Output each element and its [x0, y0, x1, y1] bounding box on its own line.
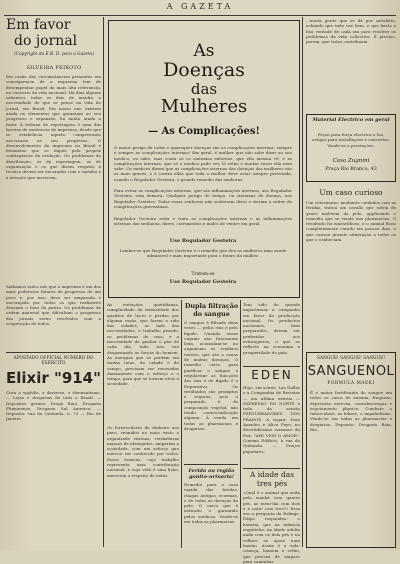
- idade-rule: [243, 468, 300, 469]
- ad-title-das: das: [190, 80, 218, 98]
- filter-body: O sangue é filtrado duas vezes — pelos rins e pelo figado. Quando esses orgams não funcionam bem, acumulam-se no organismo os residuos toxicos, que são a causa de muitas doenças. O remedio certo para purificar o sangue e regularizar as funcções dos rins e do figado é o Depurativo. Os resultados são promptos e seguros, pois o preparado é de composição vegetal, não tendo contra-indicação alguma. Á venda em todas as pharmacias e drogarias.: [184, 320, 238, 431]
- curioso-body: Um veterinario, mediante cuidados com as feridas, tratou um cavallo que sofria de grave moléstia da pele, applicando o remedio que se vende nas pharmacias. O resultado foi maravilhoso, e o animal ficou completamente curado em poucos dias, o que causou grande admiração a todos os que o conheciam.: [306, 200, 396, 243]
- eden-body: Hoje, em soirée, Las Dallas e a Companhia de Revistas — em ultima estreia — EXPRESSO DO NORTE e toda da sessão PERTURBADORES DOS PRADOS. A seguir, Dom Amadeo e Alice Faye, no divertidissimo romance da Fox: "AHI VEM O AMOR". Cinema Edifício, à rua da Quitanda. — Preços populares.: [243, 385, 300, 454]
- column-rule-mid-1: [181, 300, 182, 548]
- sanguenol-title: SANGUENOL: [307, 364, 395, 379]
- filter-title: Dupla filtração do sangue: [184, 302, 239, 318]
- ad-closing: Lembre-se que Regulador Gesteira é o remedio que deu as mulheres uma saude admiravel e mais importante para o futuro da mulher.: [119, 248, 287, 259]
- ad-body-3: Regulador Gesteira evita e trata as complicações internas e as inflammações internas das senhoras, dores, corrimentos e males de ventre em geral.: [114, 216, 292, 227]
- ad-body-2: Para evitar as complicações internas, que são inflammações internas, use Regulador Gesteira, sem demora. Qualquer perigo de tempo, ou sintomas de doença, use Regulador Gesteira. Todas essas senhoras não souberam disso e vieram a sofrer de complicações gravissimas.: [114, 188, 292, 209]
- material-ad-title: Material Electrico em geral: [312, 117, 390, 123]
- sanguenol-subtitle: FORMULA MAEKI: [327, 381, 375, 386]
- elixir-title: Elixir "914": [6, 369, 101, 387]
- eden-title: EDEN: [251, 368, 293, 382]
- right-top-body: ...muita gente que se dá por satisfeito, achando que tudo vae bem, e que basta a boa vontade de cada um para resolver os problemas da vida collectiva. É preciso, porem, que todos contribuam.: [306, 18, 396, 45]
- idade-title: A idade das tres pés: [249, 470, 295, 488]
- eden-rule-top: [243, 366, 300, 367]
- sanguenol-header: SANGUE! SANGUE! SANGUE!: [317, 356, 385, 361]
- left-title-line2: do jornal: [14, 33, 78, 49]
- ad-subtitle: — As Complicações!: [148, 126, 260, 137]
- ad-title-mulheres: Mulheres: [160, 96, 248, 117]
- sanguenol-body: É o maior fortificante do sangue em todos os casos de anemia, fraqueza, depressão nervosa, convalescenças e esgotamento physico. Combate a tuberculose, as febres, o impaludismo. Vende-se em todas as pharmacias e drogarias. Deposito: Drogaria Raia, Rio.: [310, 390, 392, 433]
- ad-closing-brand: Use Regulador Gesteira: [169, 279, 237, 285]
- idade-body: «Qual é o animal que anda pela manhã com quatro pés, ao meio-dia com dois e à noite com tres?» Essa era a pergunta da Esfinge. Edipo respondeu: o homem, que na infancia engatinha, na idade adulta anda com os dois pés e na velhice se apoia num bastão. Assim é a vida: criança, homem e velho, que precisa de amparo para caminhar.: [243, 490, 300, 564]
- middle-article-body-2: Os fornecedores de dinheiro aos paes, reunidos no mais vasto e organizado sistema, verdadeiras massas de abnegados, amparam a sociedade, com um esforço que merece ser conhecido por todos. Esses homens, cujo trabalho representa uma contribuição nacional, e cuja vida é uma lição, merecem o respeito de todos.: [107, 425, 179, 478]
- filter-divider: [184, 464, 238, 465]
- curioso-title: Um caso curioso: [319, 188, 383, 197]
- masthead-rule: [4, 15, 396, 16]
- ad-use-line: Use Regulador Gesteira: [169, 238, 237, 244]
- elixir-body: Cura a syphilis, a dartrose, o rheumatismo. — Lojas e drogarias de todo o Brasil. — Depositos geraes: Droga Raia, Drogaria Fluminense, Drogaria Sul America. — Deposito: rua da Quitanda, n. 75 — Rio de Janeiro.: [6, 390, 101, 422]
- left-author: SILVEIRA PEIXOTO: [26, 65, 82, 71]
- left-divider: [6, 352, 101, 353]
- material-ad-body: Peças para força electrica e luz, artigos para installações e concertos. Vende-se a prestações.: [312, 132, 390, 148]
- left-title-line1: Em favor: [6, 17, 71, 33]
- contest-header: APOSTADO OFFICIAL NUMERO DO EXERCITO: [13, 356, 94, 367]
- ad-closing-tag: Tratem-se: [191, 272, 215, 277]
- column-rule-mid-2: [240, 300, 241, 548]
- ad-title-doencas: Doenças: [163, 59, 245, 81]
- masthead: A GAZETA: [166, 2, 234, 11]
- column-rule-1: [103, 17, 104, 547]
- middle-article-body: As tentações quotidianas, cumplicidade da intensidade dos quadros de lucro e perdas por alguma razão, que fazem a vida das cidades, ao lado das necessidades, o trabalho pesado, os problemas de casa, e a necessidade de ganhar o pão de cada dia, tudo isso vae desgastando as forças do homem. As energias que se perdem em tantas lutas, da cidade e do campo, precisam ser renovadas diariamente com o esforço e o tempo, para que se tornem uteis à sociedade.: [107, 302, 179, 387]
- ad-title-as: As: [193, 41, 215, 61]
- material-ad-name: Casa Zugnini: [332, 158, 370, 164]
- ferida-title: Ferida ou região gonito-urinaria!: [188, 468, 235, 480]
- left-byline: (Copyright da E.B. D. para a Gazeta): [14, 52, 94, 57]
- ad-body: O maior perigo de todas e quaesquer doenças são as complicações internas, sempre e sempre as complicações internas! Em geral, é mulher que não sabe dizer ao seu medico, ou sabe, mas conta só os sintomas externos, que ella mesma vê; e as complicações internas, que só o medico pode ver, lá estão e muitas vezes ella nem sabe. Os medicos dizem que as complicações internas das doenças das mulheres são as mais graves, e é contra ellas que toda a mulher deve estar sempre prevenida, usando o Regulador Gesteira, o grande remedio das senhoras.: [114, 145, 292, 182]
- left-article-body: Em razão das circumstancias presentes em consequencia de a imprensa tem de desempenhar papel da mais alta relevancia, no concerto da vida nacional. Há dias alguem salientou, todos os dias de manhã, a necessidade de que se pense na vida do jornal, em Brasil. Em nosso não existem ainda os elementos que garantam ao seu progresso e expansão, ha muito ainda a fazer. A tribuna de reportagem é uma das facetas de existencia de imprensa, desde que se estabelecia aquela compreensão necessaria ao seu progresso. O desenvolvimento da imprensa no Brasil é fenomeno que se impõe pela propria contingencia da evolução. Os problemas da distribuição, os da reportagem, os de organização e os que dizem respeito à tecnica devem ser encarados com o carinho e a atenção que merecem.: [6, 74, 101, 180]
- right-mid-top-body: Tem sido de grande importancia a campanha em favor da producção nacional. Os productos nacionaes, bem preparados, devem ser preferidos aos estrangeiros, o que se reflecte na economia e prosperidade do paiz.: [243, 302, 300, 355]
- column-rule-3: [302, 17, 303, 547]
- left-article-body-2: Saibamos todos nós que a imprensa é um dos mais poderosos fatores de progresso de um povo e, por isso, deve ser amparada e encorajada por todos os que realmente desejam o bem da patria. Os problemas de ordem material que dificultam o progresso dos jornais serão resolvidos com a cooperação de todos.: [6, 284, 101, 327]
- ferida-body: Remedio para a cura rapida das feridas, chagas antigas, eczemas, e de todas as doenças da pele. O unico que é indicado e garantido pelos medicos. Vende-se em todas as pharmacias.: [184, 482, 238, 525]
- material-ad-address: Praça Rio Branco, 43: [325, 167, 377, 172]
